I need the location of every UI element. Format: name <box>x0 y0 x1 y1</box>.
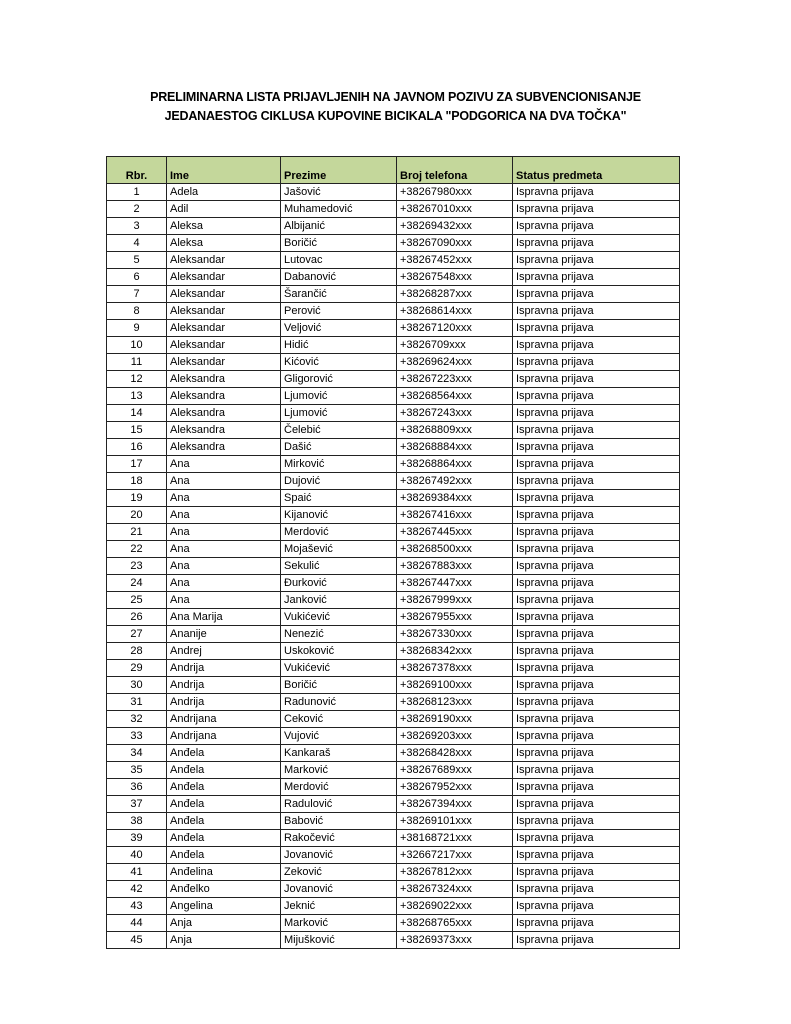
cell-prezime: Boričić <box>281 235 397 252</box>
cell-broj-telefona: +38268765xxx <box>397 915 513 932</box>
cell-status: Ispravna prijava <box>513 813 680 830</box>
cell-broj-telefona: +38267980xxx <box>397 184 513 201</box>
table-row <box>107 796 680 813</box>
cell-prezime: Kićović <box>281 354 397 371</box>
cell-rbr: 24 <box>107 575 167 592</box>
table-row <box>107 303 680 320</box>
table-row <box>107 439 680 456</box>
cell-broj-telefona: +38267243xxx <box>397 405 513 422</box>
cell-ime: Anđelko <box>167 881 281 898</box>
cell-rbr: 42 <box>107 881 167 898</box>
cell-prezime: Marković <box>281 915 397 932</box>
cell-rbr: 13 <box>107 388 167 405</box>
cell-broj-telefona: +3826709xxx <box>397 337 513 354</box>
cell-rbr: 4 <box>107 235 167 252</box>
table-row <box>107 337 680 354</box>
cell-rbr: 19 <box>107 490 167 507</box>
cell-broj-telefona: +38267416xxx <box>397 507 513 524</box>
cell-prezime: Lutovac <box>281 252 397 269</box>
cell-status: Ispravna prijava <box>513 286 680 303</box>
title-line-2: JEDANAESTOG CIKLUSA KUPOVINE BICIKALA "PODGORICA NA DVA TOČKA" <box>164 109 627 123</box>
cell-status: Ispravna prijava <box>513 439 680 456</box>
cell-status: Ispravna prijava <box>513 677 680 694</box>
cell-broj-telefona: +38168721xxx <box>397 830 513 847</box>
table-row <box>107 473 680 490</box>
cell-prezime: Vukićević <box>281 660 397 677</box>
cell-ime: Adil <box>167 201 281 218</box>
table-row <box>107 745 680 762</box>
table-row <box>107 286 680 303</box>
cell-ime: Anđela <box>167 762 281 779</box>
cell-rbr: 14 <box>107 405 167 422</box>
table-row <box>107 728 680 745</box>
cell-broj-telefona: +38267999xxx <box>397 592 513 609</box>
cell-prezime: Čelebić <box>281 422 397 439</box>
cell-prezime: Šarančić <box>281 286 397 303</box>
cell-broj-telefona: +38267090xxx <box>397 235 513 252</box>
cell-rbr: 3 <box>107 218 167 235</box>
title-line-1: PRELIMINARNA LISTA PRIJAVLJENIH NA JAVNOM POZIVU ZA SUBVENCIONISANJE <box>150 90 641 104</box>
cell-rbr: 37 <box>107 796 167 813</box>
cell-prezime: Uskoković <box>281 643 397 660</box>
cell-ime: Ana Marija <box>167 609 281 626</box>
table-row <box>107 711 680 728</box>
cell-rbr: 25 <box>107 592 167 609</box>
cell-ime: Ana <box>167 473 281 490</box>
cell-ime: Andrija <box>167 694 281 711</box>
cell-status: Ispravna prijava <box>513 354 680 371</box>
cell-status: Ispravna prijava <box>513 728 680 745</box>
cell-prezime: Radulović <box>281 796 397 813</box>
cell-status: Ispravna prijava <box>513 541 680 558</box>
table-row <box>107 269 680 286</box>
cell-broj-telefona: +38269432xxx <box>397 218 513 235</box>
cell-prezime: Jeknić <box>281 898 397 915</box>
cell-prezime: Dašić <box>281 439 397 456</box>
cell-ime: Anđela <box>167 796 281 813</box>
cell-ime: Anđela <box>167 779 281 796</box>
cell-rbr: 23 <box>107 558 167 575</box>
cell-prezime: Radunović <box>281 694 397 711</box>
cell-broj-telefona: +38267324xxx <box>397 881 513 898</box>
cell-rbr: 7 <box>107 286 167 303</box>
cell-ime: Aleksandar <box>167 269 281 286</box>
table-row <box>107 881 680 898</box>
cell-prezime: Jovanović <box>281 881 397 898</box>
cell-broj-telefona: +38269373xxx <box>397 932 513 949</box>
cell-ime: Aleksa <box>167 218 281 235</box>
cell-rbr: 2 <box>107 201 167 218</box>
cell-ime: Aleksandar <box>167 252 281 269</box>
table-row <box>107 932 680 949</box>
table-row <box>107 490 680 507</box>
cell-status: Ispravna prijava <box>513 218 680 235</box>
cell-broj-telefona: +38267447xxx <box>397 575 513 592</box>
cell-prezime: Marković <box>281 762 397 779</box>
cell-status: Ispravna prijava <box>513 422 680 439</box>
cell-rbr: 29 <box>107 660 167 677</box>
cell-status: Ispravna prijava <box>513 745 680 762</box>
cell-ime: Aleksandra <box>167 405 281 422</box>
cell-ime: Aleksandra <box>167 422 281 439</box>
cell-ime: Aleksandra <box>167 388 281 405</box>
cell-broj-telefona: +38267330xxx <box>397 626 513 643</box>
table-row <box>107 609 680 626</box>
cell-prezime: Spaić <box>281 490 397 507</box>
cell-prezime: Muhamedović <box>281 201 397 218</box>
cell-status: Ispravna prijava <box>513 507 680 524</box>
cell-rbr: 21 <box>107 524 167 541</box>
cell-ime: Aleksa <box>167 235 281 252</box>
cell-status: Ispravna prijava <box>513 694 680 711</box>
cell-status: Ispravna prijava <box>513 235 680 252</box>
cell-prezime: Albijanić <box>281 218 397 235</box>
cell-prezime: Ceković <box>281 711 397 728</box>
table-row <box>107 252 680 269</box>
cell-ime: Ana <box>167 490 281 507</box>
cell-broj-telefona: +38267492xxx <box>397 473 513 490</box>
table-row <box>107 201 680 218</box>
cell-broj-telefona: +38267223xxx <box>397 371 513 388</box>
cell-ime: Ana <box>167 592 281 609</box>
cell-prezime: Perović <box>281 303 397 320</box>
table-row <box>107 830 680 847</box>
cell-broj-telefona: +38269384xxx <box>397 490 513 507</box>
cell-broj-telefona: +38267120xxx <box>397 320 513 337</box>
cell-status: Ispravna prijava <box>513 337 680 354</box>
cell-rbr: 34 <box>107 745 167 762</box>
table-row <box>107 694 680 711</box>
cell-broj-telefona: +32667217xxx <box>397 847 513 864</box>
cell-prezime: Dabanović <box>281 269 397 286</box>
cell-rbr: 26 <box>107 609 167 626</box>
cell-rbr: 16 <box>107 439 167 456</box>
table-row <box>107 626 680 643</box>
cell-ime: Andrija <box>167 677 281 694</box>
cell-prezime: Mijušković <box>281 932 397 949</box>
table-row <box>107 847 680 864</box>
cell-status: Ispravna prijava <box>513 558 680 575</box>
cell-rbr: 28 <box>107 643 167 660</box>
cell-ime: Aleksandar <box>167 286 281 303</box>
cell-ime: Ana <box>167 558 281 575</box>
cell-status: Ispravna prijava <box>513 660 680 677</box>
cell-prezime: Gligorović <box>281 371 397 388</box>
cell-broj-telefona: +38267445xxx <box>397 524 513 541</box>
header-broj-telefona: Broj telefona <box>397 157 513 184</box>
cell-rbr: 15 <box>107 422 167 439</box>
cell-broj-telefona: +38268809xxx <box>397 422 513 439</box>
table-row <box>107 218 680 235</box>
cell-broj-telefona: +38269203xxx <box>397 728 513 745</box>
table-row <box>107 779 680 796</box>
document-title <box>0 88 791 126</box>
cell-status: Ispravna prijava <box>513 201 680 218</box>
cell-ime: Ananije <box>167 626 281 643</box>
cell-rbr: 30 <box>107 677 167 694</box>
cell-prezime: Kankaraš <box>281 745 397 762</box>
table-row <box>107 898 680 915</box>
cell-prezime: Boričić <box>281 677 397 694</box>
table-row <box>107 456 680 473</box>
header-rbr: Rbr. <box>107 157 167 184</box>
cell-ime: Anja <box>167 932 281 949</box>
cell-rbr: 1 <box>107 184 167 201</box>
cell-prezime: Đurković <box>281 575 397 592</box>
cell-status: Ispravna prijava <box>513 490 680 507</box>
cell-rbr: 10 <box>107 337 167 354</box>
table-row <box>107 575 680 592</box>
cell-rbr: 41 <box>107 864 167 881</box>
cell-broj-telefona: +38268428xxx <box>397 745 513 762</box>
cell-rbr: 43 <box>107 898 167 915</box>
table-row <box>107 558 680 575</box>
cell-broj-telefona: +38267010xxx <box>397 201 513 218</box>
cell-ime: Andrija <box>167 660 281 677</box>
cell-rbr: 39 <box>107 830 167 847</box>
table-body <box>107 184 680 949</box>
cell-prezime: Jašović <box>281 184 397 201</box>
cell-broj-telefona: +38267378xxx <box>397 660 513 677</box>
cell-prezime: Ljumović <box>281 405 397 422</box>
cell-status: Ispravna prijava <box>513 269 680 286</box>
table-row <box>107 915 680 932</box>
cell-prezime: Hidić <box>281 337 397 354</box>
cell-prezime: Nenezić <box>281 626 397 643</box>
cell-ime: Andrijana <box>167 711 281 728</box>
table-row <box>107 235 680 252</box>
cell-ime: Anđela <box>167 745 281 762</box>
table-row <box>107 422 680 439</box>
table-row <box>107 677 680 694</box>
cell-status: Ispravna prijava <box>513 473 680 490</box>
cell-status: Ispravna prijava <box>513 864 680 881</box>
cell-ime: Anđelina <box>167 864 281 881</box>
cell-status: Ispravna prijava <box>513 762 680 779</box>
cell-broj-telefona: +38268342xxx <box>397 643 513 660</box>
cell-ime: Angelina <box>167 898 281 915</box>
cell-broj-telefona: +38269190xxx <box>397 711 513 728</box>
table-row <box>107 388 680 405</box>
cell-ime: Ana <box>167 456 281 473</box>
cell-status: Ispravna prijava <box>513 184 680 201</box>
cell-prezime: Janković <box>281 592 397 609</box>
table-row <box>107 864 680 881</box>
cell-status: Ispravna prijava <box>513 881 680 898</box>
cell-ime: Adela <box>167 184 281 201</box>
cell-rbr: 11 <box>107 354 167 371</box>
cell-broj-telefona: +38267548xxx <box>397 269 513 286</box>
cell-ime: Aleksandar <box>167 320 281 337</box>
cell-status: Ispravna prijava <box>513 371 680 388</box>
cell-rbr: 45 <box>107 932 167 949</box>
cell-rbr: 22 <box>107 541 167 558</box>
cell-status: Ispravna prijava <box>513 796 680 813</box>
cell-ime: Aleksandra <box>167 439 281 456</box>
cell-rbr: 38 <box>107 813 167 830</box>
cell-prezime: Mojašević <box>281 541 397 558</box>
cell-status: Ispravna prijava <box>513 303 680 320</box>
table-row <box>107 507 680 524</box>
cell-ime: Andrej <box>167 643 281 660</box>
table-row <box>107 184 680 201</box>
table-row <box>107 592 680 609</box>
cell-ime: Aleksandar <box>167 303 281 320</box>
cell-rbr: 6 <box>107 269 167 286</box>
cell-status: Ispravna prijava <box>513 932 680 949</box>
cell-ime: Anja <box>167 915 281 932</box>
cell-rbr: 20 <box>107 507 167 524</box>
table-row <box>107 354 680 371</box>
cell-prezime: Vujović <box>281 728 397 745</box>
table-row <box>107 405 680 422</box>
applicants-table <box>106 156 680 949</box>
cell-status: Ispravna prijava <box>513 609 680 626</box>
cell-rbr: 31 <box>107 694 167 711</box>
cell-broj-telefona: +38268287xxx <box>397 286 513 303</box>
cell-prezime: Mirković <box>281 456 397 473</box>
cell-ime: Aleksandar <box>167 354 281 371</box>
cell-status: Ispravna prijava <box>513 524 680 541</box>
cell-prezime: Veljović <box>281 320 397 337</box>
cell-ime: Anđela <box>167 813 281 830</box>
cell-prezime: Dujović <box>281 473 397 490</box>
cell-broj-telefona: +38267812xxx <box>397 864 513 881</box>
cell-status: Ispravna prijava <box>513 915 680 932</box>
cell-prezime: Babović <box>281 813 397 830</box>
cell-ime: Andrijana <box>167 728 281 745</box>
cell-prezime: Merdović <box>281 524 397 541</box>
table-row <box>107 813 680 830</box>
cell-rbr: 8 <box>107 303 167 320</box>
cell-status: Ispravna prijava <box>513 456 680 473</box>
cell-ime: Aleksandar <box>167 337 281 354</box>
table-row <box>107 643 680 660</box>
cell-status: Ispravna prijava <box>513 320 680 337</box>
cell-prezime: Zeković <box>281 864 397 881</box>
cell-broj-telefona: +38269624xxx <box>397 354 513 371</box>
cell-broj-telefona: +38268500xxx <box>397 541 513 558</box>
cell-rbr: 9 <box>107 320 167 337</box>
header-status-predmeta: Status predmeta <box>513 157 680 184</box>
cell-status: Ispravna prijava <box>513 575 680 592</box>
cell-broj-telefona: +38268123xxx <box>397 694 513 711</box>
cell-broj-telefona: +38269022xxx <box>397 898 513 915</box>
cell-prezime: Merdović <box>281 779 397 796</box>
cell-prezime: Jovanović <box>281 847 397 864</box>
cell-prezime: Rakočević <box>281 830 397 847</box>
cell-ime: Ana <box>167 541 281 558</box>
cell-status: Ispravna prijava <box>513 388 680 405</box>
cell-broj-telefona: +38268884xxx <box>397 439 513 456</box>
cell-ime: Ana <box>167 507 281 524</box>
cell-status: Ispravna prijava <box>513 405 680 422</box>
cell-status: Ispravna prijava <box>513 626 680 643</box>
cell-broj-telefona: +38269101xxx <box>397 813 513 830</box>
cell-status: Ispravna prijava <box>513 830 680 847</box>
cell-rbr: 44 <box>107 915 167 932</box>
cell-prezime: Ljumović <box>281 388 397 405</box>
table-row <box>107 371 680 388</box>
cell-broj-telefona: +38267952xxx <box>397 779 513 796</box>
cell-ime: Anđela <box>167 847 281 864</box>
cell-rbr: 17 <box>107 456 167 473</box>
table-row <box>107 541 680 558</box>
cell-rbr: 12 <box>107 371 167 388</box>
cell-status: Ispravna prijava <box>513 252 680 269</box>
cell-rbr: 5 <box>107 252 167 269</box>
cell-rbr: 33 <box>107 728 167 745</box>
cell-broj-telefona: +38268614xxx <box>397 303 513 320</box>
cell-status: Ispravna prijava <box>513 898 680 915</box>
table-header-row <box>107 157 680 184</box>
cell-rbr: 32 <box>107 711 167 728</box>
cell-status: Ispravna prijava <box>513 779 680 796</box>
cell-status: Ispravna prijava <box>513 592 680 609</box>
cell-broj-telefona: +38267452xxx <box>397 252 513 269</box>
cell-status: Ispravna prijava <box>513 711 680 728</box>
cell-status: Ispravna prijava <box>513 847 680 864</box>
header-ime: Ime <box>167 157 281 184</box>
cell-status: Ispravna prijava <box>513 643 680 660</box>
cell-broj-telefona: +38267394xxx <box>397 796 513 813</box>
cell-rbr: 40 <box>107 847 167 864</box>
cell-broj-telefona: +38267883xxx <box>397 558 513 575</box>
cell-rbr: 18 <box>107 473 167 490</box>
cell-broj-telefona: +38268564xxx <box>397 388 513 405</box>
table-row <box>107 660 680 677</box>
table-row <box>107 320 680 337</box>
cell-prezime: Sekulić <box>281 558 397 575</box>
cell-broj-telefona: +38268864xxx <box>397 456 513 473</box>
table-row <box>107 762 680 779</box>
cell-rbr: 35 <box>107 762 167 779</box>
cell-broj-telefona: +38267955xxx <box>397 609 513 626</box>
cell-prezime: Vukićević <box>281 609 397 626</box>
cell-prezime: Kijanović <box>281 507 397 524</box>
cell-ime: Ana <box>167 524 281 541</box>
cell-broj-telefona: +38269100xxx <box>397 677 513 694</box>
table-row <box>107 524 680 541</box>
cell-ime: Aleksandra <box>167 371 281 388</box>
cell-ime: Anđela <box>167 830 281 847</box>
cell-rbr: 27 <box>107 626 167 643</box>
header-prezime: Prezime <box>281 157 397 184</box>
cell-rbr: 36 <box>107 779 167 796</box>
cell-ime: Ana <box>167 575 281 592</box>
cell-broj-telefona: +38267689xxx <box>397 762 513 779</box>
